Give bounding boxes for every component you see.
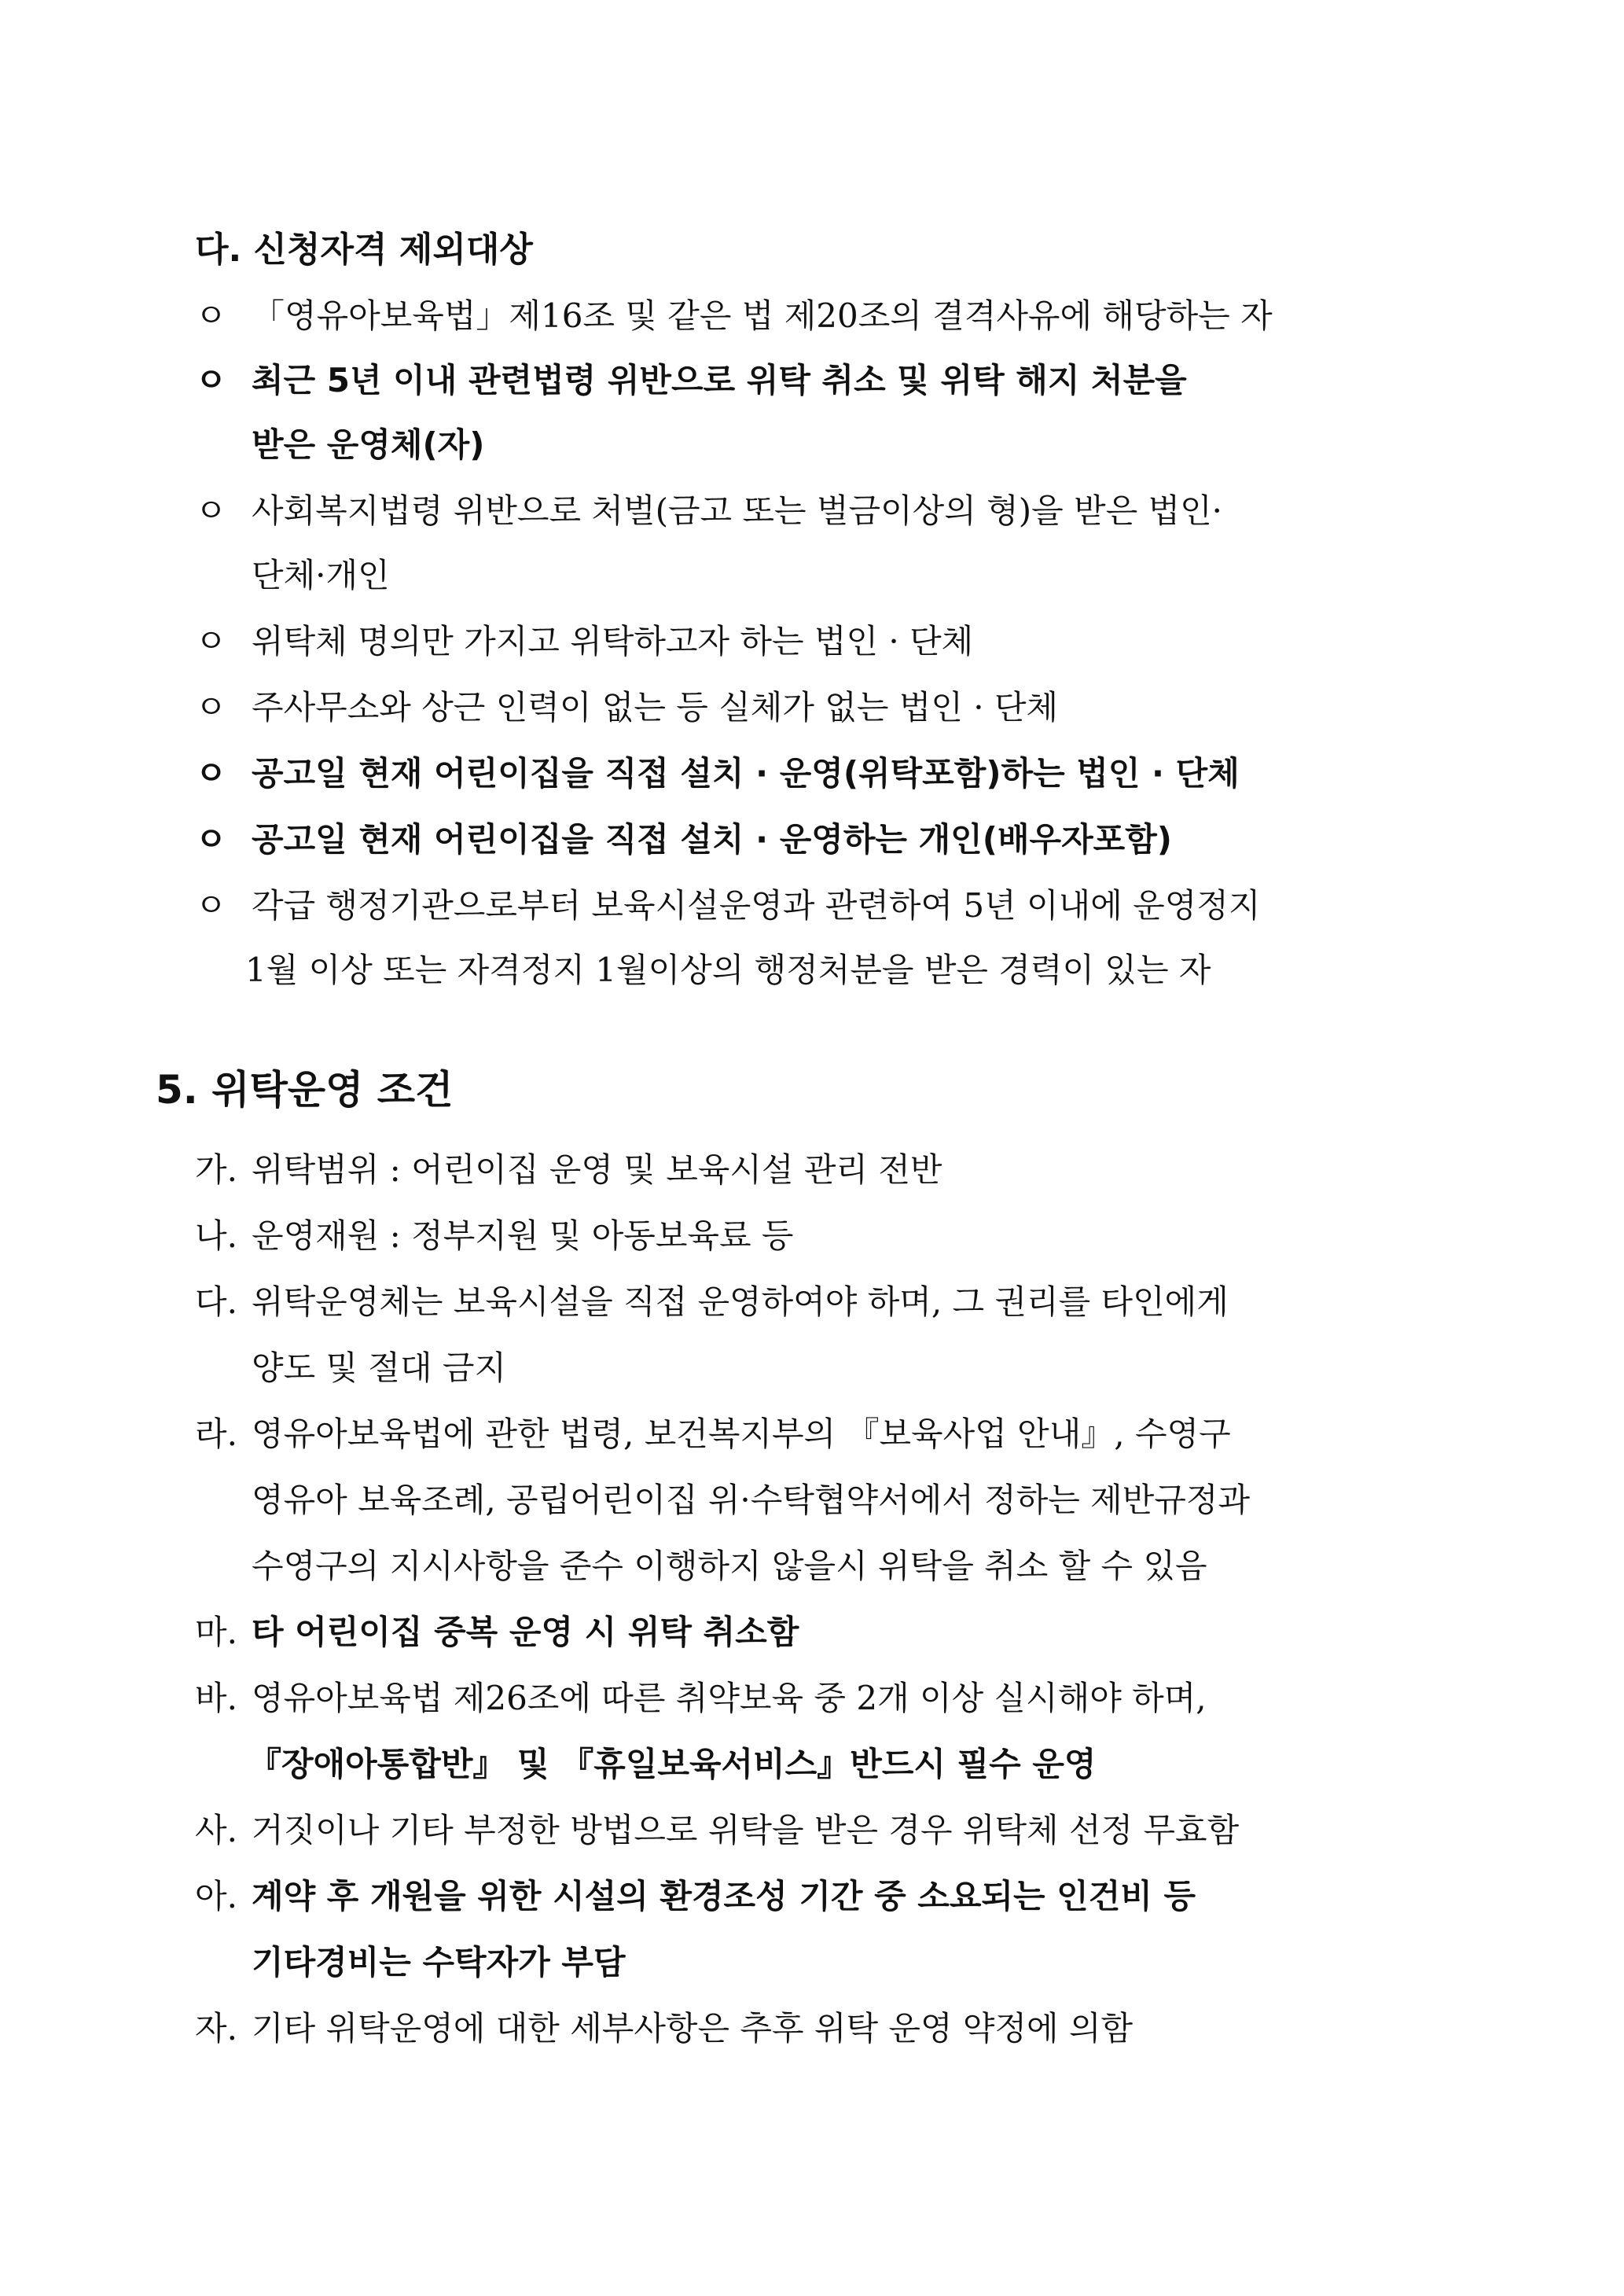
section-heading: 다. 신청자격 제외대상	[195, 230, 533, 270]
list-item	[195, 752, 1240, 796]
item-marker: 아.	[195, 1877, 237, 1915]
list-item	[195, 1808, 1239, 1853]
item-continuation: 1월 이상 또는 자격정지 1월이상의 행정처분을 받은 경력이 있는 자	[245, 951, 1211, 989]
page-title: 5. 위탁운영 조건	[156, 1067, 454, 1113]
bullet-icon: ㅇ	[195, 886, 227, 925]
item-text: 영유아보육법 제26조에 따른 취약보육 중 2개 이상 실시해야 하며,	[252, 1679, 1207, 1717]
item-marker: 다.	[195, 1282, 237, 1321]
bullet-icon: ㅇ	[195, 296, 227, 335]
item-continuation: 수영구의 지시사항을 준수 이행하지 않을시 위탁을 취소 할 수 있음	[252, 1547, 1207, 1585]
item-text: 위탁운영체는 보육시설을 직접 운영하여야 하며, 그 권리를 타인에게	[252, 1282, 1229, 1321]
bullet-icon: ㅇ	[195, 754, 227, 793]
item-text: 운영재원 : 정부지원 및 아동보육료 등	[252, 1216, 794, 1255]
item-text: 위탁범위 : 어린이집 운영 및 보육시설 관리 전반	[252, 1150, 942, 1189]
bullet-icon: ㅇ	[195, 491, 227, 530]
item-marker: 가.	[195, 1150, 237, 1189]
list-item	[195, 1148, 942, 1192]
bullet-icon: ㅇ	[195, 361, 227, 399]
item-marker: 바.	[195, 1679, 237, 1717]
list-item	[195, 1214, 793, 1258]
list-item	[195, 1676, 1207, 1720]
list-item	[195, 1412, 1231, 1456]
item-continuation: 『장애아통합반』 및 『휴일보육서비스』반드시 필수 운영	[248, 1745, 1097, 1783]
list-item	[195, 884, 1260, 928]
item-text: 공고일 현재 어린이집을 직접 설치 · 운영하는 개인(배우자포함)	[252, 820, 1173, 859]
bullet-icon: ㅇ	[195, 688, 227, 727]
list-item	[195, 686, 1058, 730]
item-text: 타 어린이집 중복 운영 시 위탁 취소함	[252, 1613, 799, 1651]
item-continuation: 영유아 보육조례, 공립어린이집 위·수탁협약서에서 정하는 제반규정과	[252, 1481, 1251, 1519]
list-item	[195, 2007, 1133, 2051]
list-item	[195, 1875, 1196, 1919]
item-text: 거짓이나 기타 부정한 방법으로 위탁을 받은 경우 위탁체 선정 무효함	[252, 1811, 1240, 1849]
item-marker: 라.	[195, 1415, 237, 1453]
bullet-icon: ㅇ	[195, 622, 227, 660]
list-item	[195, 1610, 799, 1654]
item-text: 사회복지법령 위반으로 처벌(금고 또는 벌금이상의 형)을 받은 법인·	[252, 491, 1223, 530]
item-marker: 사.	[195, 1811, 237, 1849]
item-text: 「영유아보육법」제16조 및 같은 법 제20조의 결격사유에 해당하는 자	[252, 296, 1273, 335]
item-text: 공고일 현재 어린이집을 직접 설치 · 운영(위탁포함)하는 법인 · 단체	[252, 754, 1240, 793]
item-text: 기타 위탁운영에 대한 세부사항은 추후 위탁 운영 약정에 의함	[252, 2009, 1133, 2048]
list-item	[195, 818, 1172, 862]
list-item	[195, 294, 1484, 338]
list-item	[195, 620, 973, 664]
item-text: 각급 행정기관으로부터 보육시설운영과 관련하여 5년 이내에 운영정지	[252, 886, 1261, 925]
item-continuation: 받은 운영체(자)	[252, 425, 485, 464]
item-marker: 나.	[195, 1216, 237, 1255]
item-continuation: 양도 및 절대 금지	[252, 1349, 507, 1387]
bullet-icon: ㅇ	[195, 820, 227, 859]
item-text: 위탁체 명의만 가지고 위탁하고자 하는 법인 · 단체	[252, 622, 974, 660]
list-item	[195, 359, 1484, 403]
item-continuation: 단체·개인	[252, 556, 390, 594]
item-text: 주사무소와 상근 인력이 없는 등 실체가 없는 법인 · 단체	[252, 688, 1059, 727]
item-continuation: 기타경비는 수탁자가 부담	[252, 1943, 626, 1981]
item-text: 계약 후 개원을 위한 시설의 환경조성 기간 중 소요되는 인건비 등	[252, 1877, 1196, 1915]
item-text: 영유아보육법에 관한 법령, 보건복지부의 『보육사업 안내』, 수영구	[252, 1415, 1231, 1453]
item-text: 최근 5년 이내 관련법령 위반으로 위탁 취소 및 위탁 해지 처분을	[252, 361, 1187, 399]
list-item	[195, 489, 1470, 533]
item-marker: 마.	[195, 1613, 237, 1651]
item-marker: 자.	[195, 2009, 237, 2048]
list-item	[195, 1280, 1229, 1324]
